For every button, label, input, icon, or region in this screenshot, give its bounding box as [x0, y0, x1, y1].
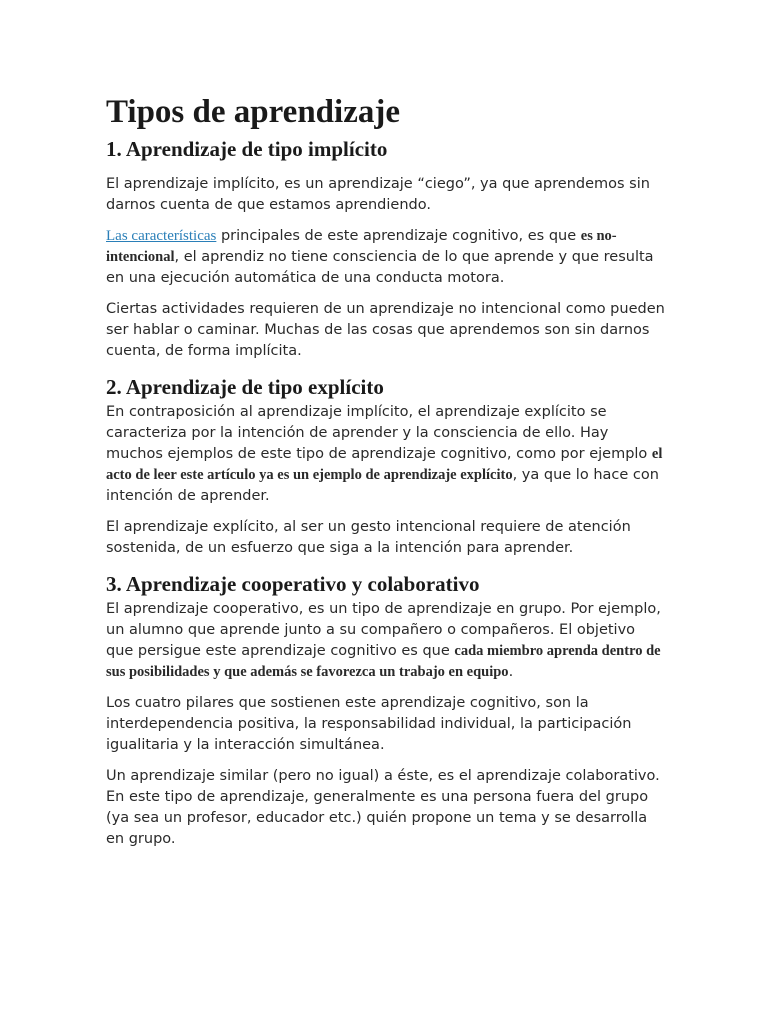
- section-1-paragraph-1: El aprendizaje implícito, es un aprendizaje “ciego”, ya que aprendemos sin darnos cuenta de que estamos aprendiendo.: [106, 176, 650, 213]
- section-3-paragraph-3: Un aprendizaje similar (pero no igual) a éste, es el aprendizaje colaborativo. En este tipo de aprendizaje, generalmente es una persona fuera del grupo (ya sea un profesor, educador etc.) quién propone un tema y se desarrolla en grupo.: [106, 768, 660, 847]
- section-1-paragraph-2-bold: es no-intencional: [106, 228, 617, 265]
- section-2-paragraph-2: El aprendizaje explícito, al ser un gesto intencional requiere de atención sostenida, de un esfuerzo que siga a la intención para aprender.: [106, 519, 631, 556]
- section-3-paragraph-1: [106, 599, 666, 683]
- section-1-heading: 1. Aprendizaje de tipo implícito: [106, 137, 388, 161]
- section-1-paragraph-2: [106, 226, 666, 289]
- section-2-paragraph-1-bold: el acto de leer este artículo ya es un ejemplo de aprendizaje explícito: [106, 446, 663, 483]
- section-3-paragraph-2: Los cuatro pilares que sostienen este aprendizaje cognitivo, son la interdependencia positiva, la responsabilidad individual, la participación igualitaria y la interacción simultánea.: [106, 695, 632, 753]
- section-3-heading: 3. Aprendizaje cooperativo y colaborativo: [106, 572, 480, 596]
- section-1-paragraph-3: Ciertas actividades requieren de un aprendizaje no intencional como pueden ser hablar o caminar. Muchas de las cosas que aprendemos son sin darnos cuenta, de forma implícita.: [106, 301, 665, 359]
- document-page: [106, 92, 666, 850]
- section-2-heading: 2. Aprendizaje de tipo explícito: [106, 375, 384, 399]
- section-3-paragraph-1-bold: cada miembro aprenda dentro de sus posibilidades y que además se favorezca un trabajo en equipo: [106, 643, 661, 680]
- section-2-paragraph-1: [106, 402, 666, 507]
- caracteristicas-link[interactable]: Las características: [106, 228, 217, 244]
- section-3-paragraph-1-text-b: .: [508, 664, 514, 680]
- page-title: Tipos de aprendizaje: [106, 94, 400, 130]
- section-1-paragraph-2-text-a: principales de este aprendizaje cognitivo, es que: [216, 228, 581, 244]
- section-3-paragraph-1-text-a: El aprendizaje cooperativo, es un tipo de aprendizaje en grupo. Por ejemplo, un alumno que aprende junto a su compañero o compañeros. El objetivo que persigue este aprendizaje cognitivo es que: [106, 601, 661, 659]
- section-2-paragraph-1-text-b: , ya que lo hace con intención de aprender.: [106, 467, 659, 504]
- section-1-paragraph-2-text-b: , el aprendiz no tiene consciencia de lo que aprende y que resulta en una ejecución automática de una conducta motora.: [106, 249, 654, 286]
- section-2-paragraph-1-text-a: En contraposición al aprendizaje implícito, el aprendizaje explícito se caracteriza por la intención de aprender y la consciencia de ello. Hay muchos ejemplos de este tipo de aprendizaje cognitivo, como por ejemplo: [106, 404, 652, 462]
